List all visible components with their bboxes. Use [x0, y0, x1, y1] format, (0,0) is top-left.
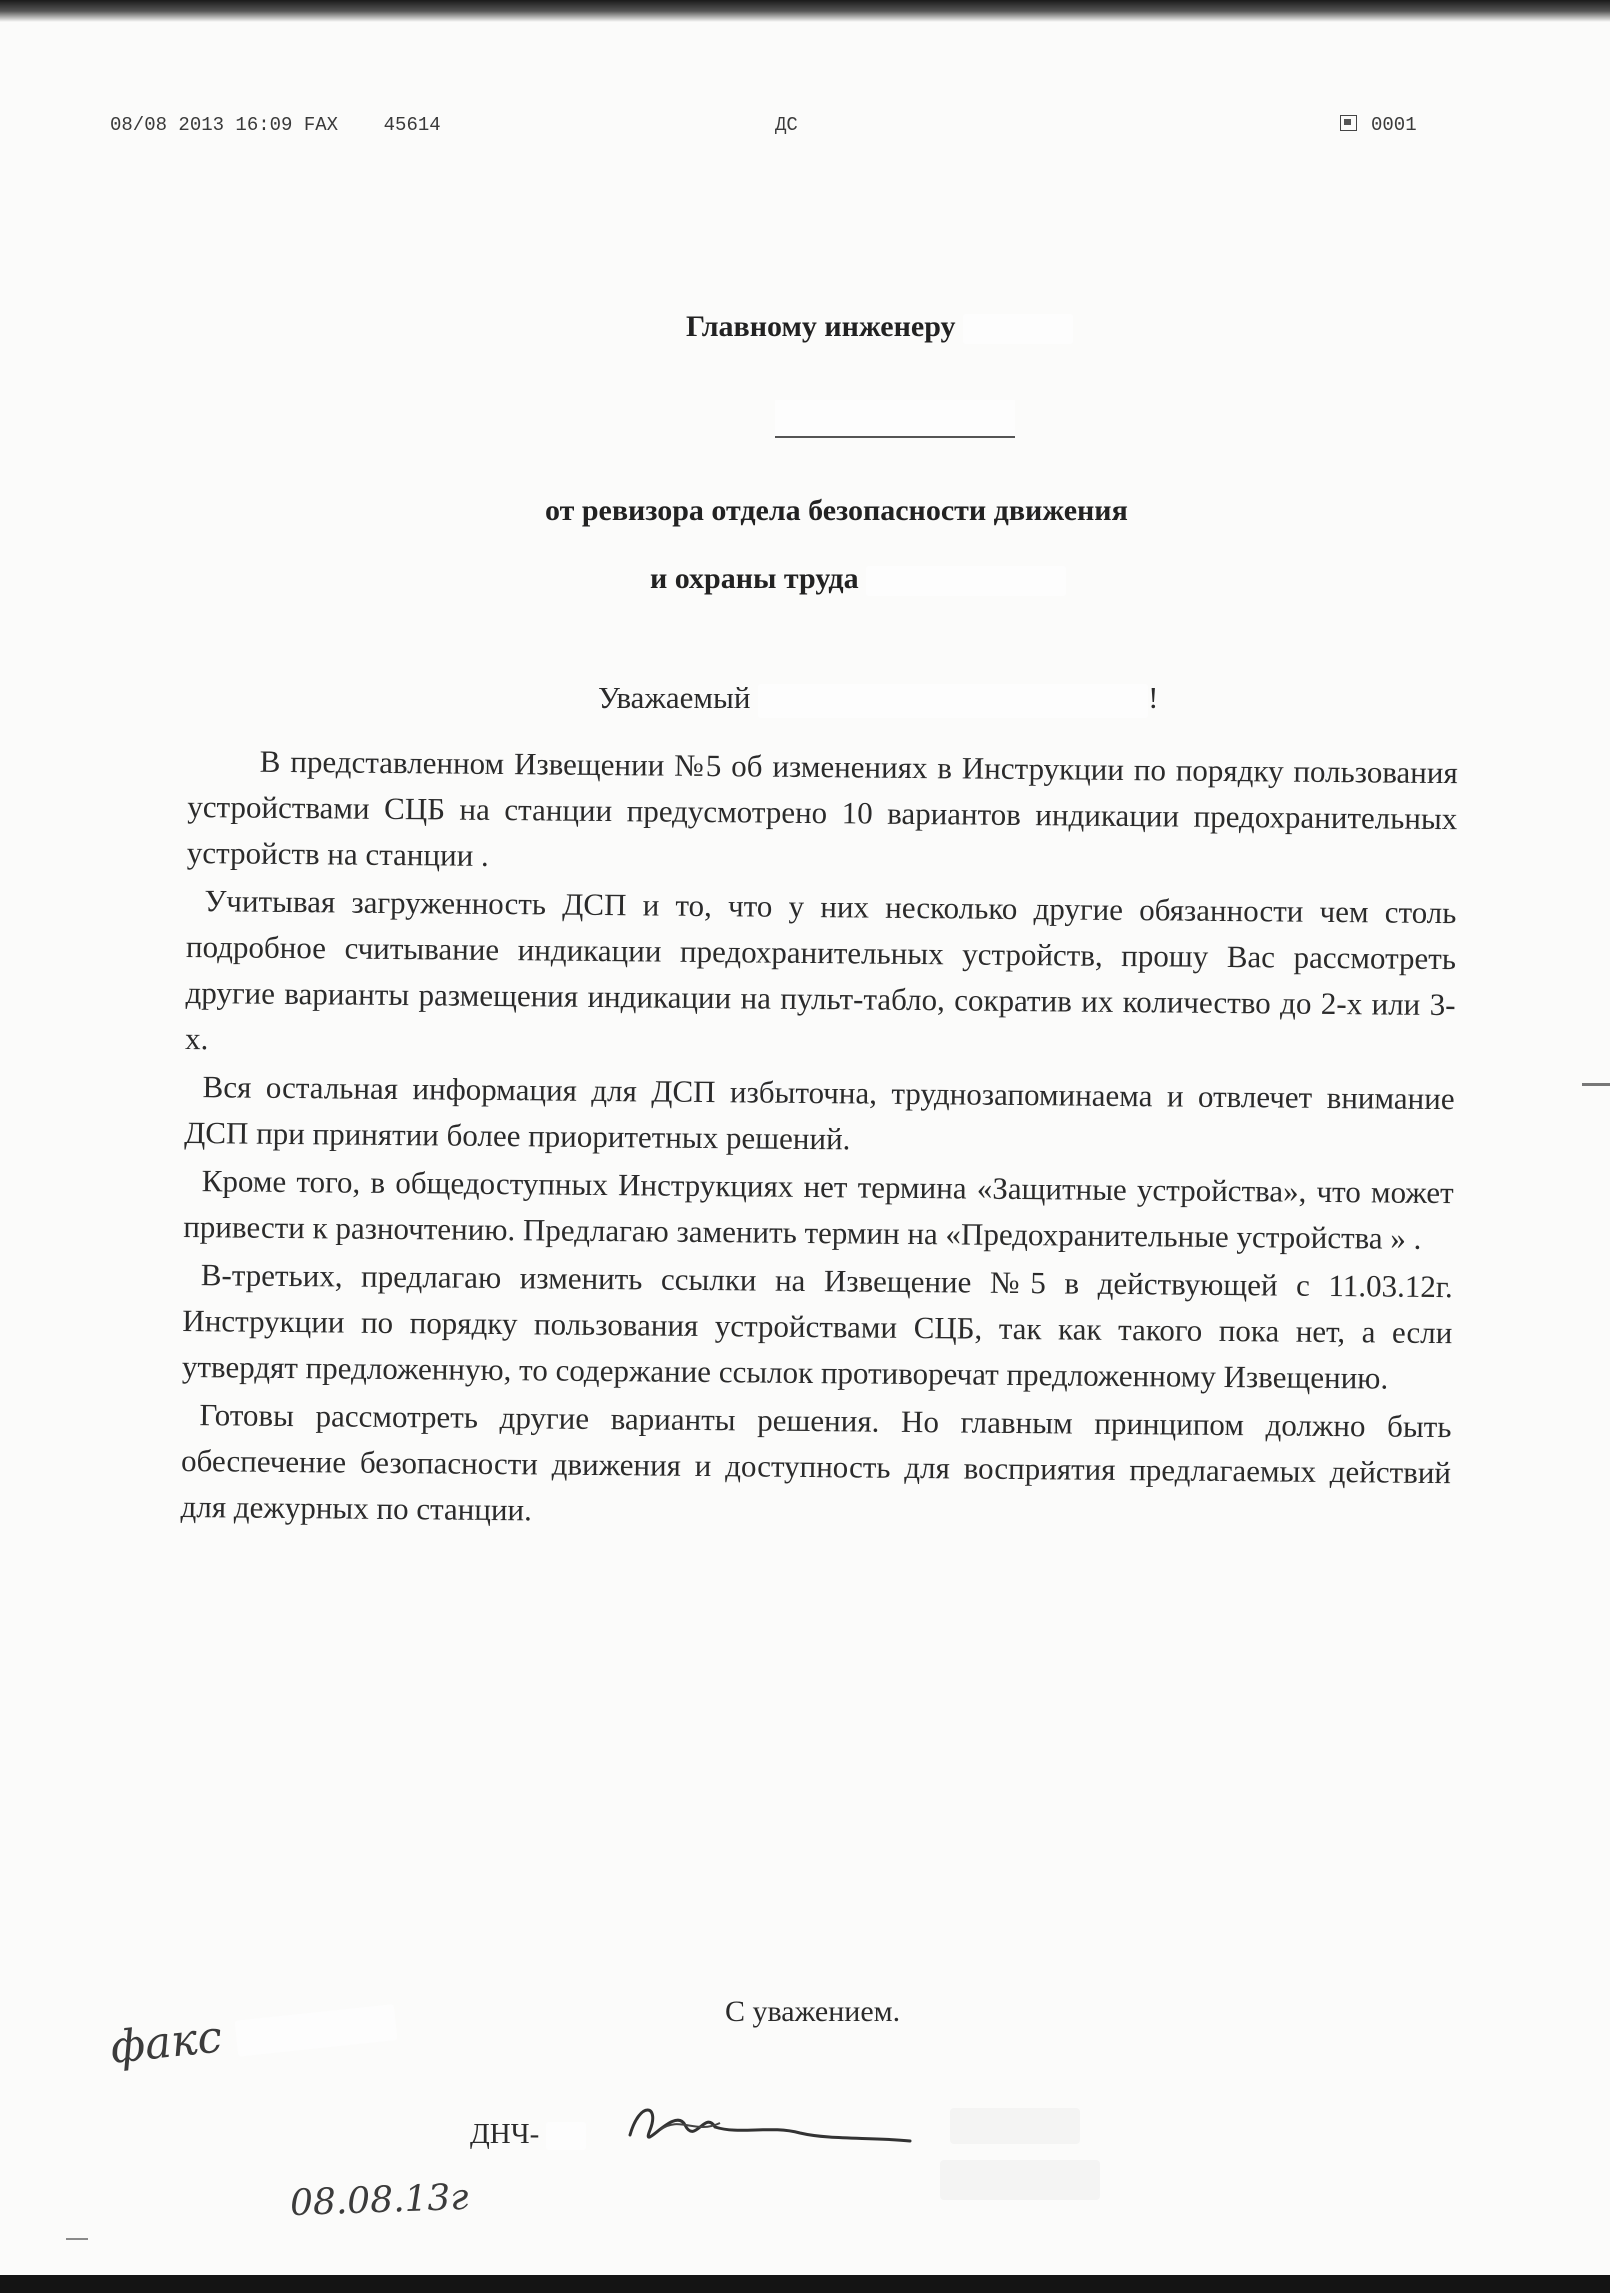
- sender-line-1: от ревизора отдела безопасности движения: [545, 494, 1128, 527]
- addressee-title: Главному инженеру: [686, 310, 956, 343]
- fax-header: [110, 114, 1450, 144]
- redaction: [758, 684, 1148, 718]
- greeting-word: Уважаемый: [598, 680, 751, 715]
- position-label: ДНЧ-: [470, 2118, 540, 2150]
- redaction: [866, 566, 1066, 596]
- paragraph-6: Готовы рассмотреть другие варианты решения. Но главным принципом должно быть обеспечение безопасности движения и доступность для восприятия предлагаемых действий для дежурных по станции.: [180, 1397, 1452, 1528]
- scan-top-edge: [0, 0, 1610, 22]
- redaction: [775, 400, 1015, 438]
- addressee-name-line: [775, 400, 1015, 438]
- signature-mark: [620, 2095, 920, 2165]
- fax-datetime: 08/08 2013 16:09 FAX: [110, 114, 339, 136]
- closing: С уважением.: [725, 1995, 901, 2028]
- addressee-line: [686, 310, 1073, 344]
- sender-line-2: [650, 562, 1066, 596]
- handwritten-fax-note: [108, 1993, 397, 2074]
- fax-number: 45614: [383, 114, 441, 136]
- sender-dept: и охраны труда: [650, 562, 859, 595]
- scan-mark: [1582, 1083, 1610, 1086]
- letter-body: [180, 738, 1458, 1544]
- paragraph-3: Вся остальная информация для ДСП избыточна, труднозапоминаема и отвлечет внимание ДСП при принятии более приоритетных решений.: [184, 1069, 1455, 1157]
- paragraph-4: Кроме того, в общедоступных Инструкциях нет термина «Защитные устройства», что может привести к разночтению. Предлагаю заменить термин на «Предохранительные устройства » .: [183, 1163, 1454, 1256]
- paragraph-1: В представленном Извещении №5 об изменениях в Инструкции по порядку пользования устройствами СЦБ на станции предусмотрено 10 вариантов индикации предохранительных устройств на станции .: [186, 743, 1458, 873]
- paragraph-5: В-третьих, предлагаю изменить ссылки на Извещение №5 в действующей с 11.03.12г. Инструкции по порядку пользования устройствами СЦБ, так как такого пока нет, а если утвердят предложенную, то содержание ссылок противоречат предложенному Извещению.: [181, 1257, 1453, 1396]
- greeting: [598, 680, 1159, 718]
- fax-note-text: факс: [108, 2011, 225, 2074]
- fax-page-block: [1340, 114, 1417, 136]
- redaction: [234, 2004, 397, 2057]
- redaction-patch: [950, 2108, 1080, 2144]
- signature-position: [470, 2118, 586, 2151]
- handwritten-date: 08.08.13г: [289, 2176, 470, 2225]
- fax-page-number: 0001: [1371, 114, 1417, 136]
- redaction-patch: [940, 2160, 1100, 2200]
- paragraph-2: Учитывая загруженность ДСП и то, что у них несколько другие обязанности чем столь подробное считывание индикации предохранительных устройств, прошу Вас рассмотреть другие варианты размещения индикации на пульт-табло, сократив их количество до 2-х или 3-х.: [184, 883, 1457, 1057]
- redaction: [963, 314, 1073, 344]
- scan-bottom-edge: [0, 2275, 1610, 2293]
- fax-page-icon: [1340, 115, 1357, 131]
- scan-mark: [66, 2238, 88, 2240]
- fax-datetime-block: [110, 114, 441, 136]
- fax-center-code: ДС: [775, 114, 798, 136]
- redaction: [546, 2122, 586, 2150]
- greeting-punct: !: [1148, 680, 1159, 715]
